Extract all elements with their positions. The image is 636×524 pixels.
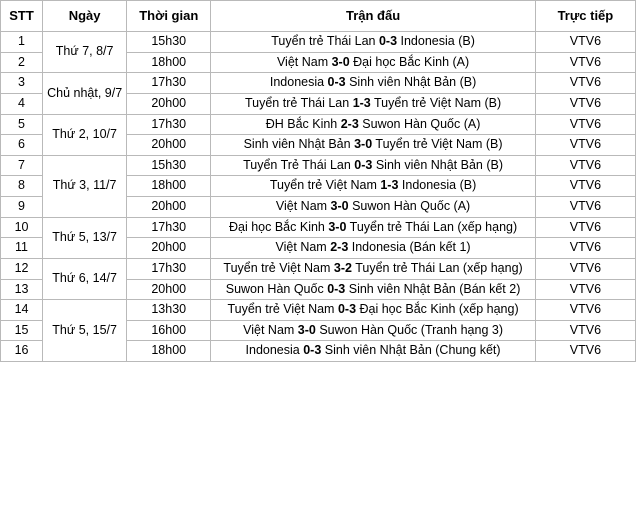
match-team-home: Đại học Bắc Kinh bbox=[228, 219, 329, 234]
cell-match bbox=[211, 73, 536, 94]
table-row bbox=[1, 32, 636, 53]
match-team-home: Tuyển trẻ Thái Lan bbox=[244, 95, 353, 110]
match-team-away: Sinh viên Nhật Bản (B) bbox=[345, 75, 477, 90]
cell-match bbox=[211, 93, 536, 114]
cell-time: 16h00 bbox=[127, 320, 211, 341]
match-team-away: Sinh viên Nhật Bản (B) bbox=[372, 157, 503, 172]
match-team-away: Tuyển trẻ Thái Lan (xếp hạng) bbox=[346, 219, 518, 234]
match-team-home: Indonesia bbox=[269, 75, 328, 90]
column-header-date: Ngày bbox=[43, 1, 127, 32]
cell-match bbox=[211, 52, 536, 73]
match-team-away: Indonesia (B) bbox=[398, 178, 477, 193]
match-team-home: Tuyển trẻ Việt Nam bbox=[223, 260, 334, 275]
cell-stt: 14 bbox=[1, 300, 43, 321]
match-team-home: Tuyển Trẻ Thái Lan bbox=[243, 157, 355, 172]
table-row bbox=[1, 217, 636, 238]
table-row bbox=[1, 155, 636, 176]
cell-broadcast: VTV6 bbox=[535, 320, 635, 341]
cell-date: Thứ 5, 13/7 bbox=[43, 217, 127, 258]
cell-time: 13h30 bbox=[127, 300, 211, 321]
match-score: 3-0 bbox=[328, 219, 347, 234]
table-row bbox=[1, 300, 636, 321]
cell-broadcast: VTV6 bbox=[535, 93, 635, 114]
column-header-time: Thời gian bbox=[127, 1, 211, 32]
cell-date: Thứ 7, 8/7 bbox=[43, 32, 127, 73]
cell-stt: 15 bbox=[1, 320, 43, 341]
column-header-stt: STT bbox=[1, 1, 43, 32]
cell-time: 18h00 bbox=[127, 176, 211, 197]
cell-stt: 2 bbox=[1, 52, 43, 73]
cell-match bbox=[211, 258, 536, 279]
match-team-home: Việt Nam bbox=[276, 54, 332, 69]
match-team-away: Indonesia (B) bbox=[397, 34, 475, 48]
match-team-away: Suwon Hàn Quốc (Tranh hạng 3) bbox=[315, 322, 503, 337]
match-team-home: Tuyển trẻ Việt Nam bbox=[269, 178, 381, 193]
match-score: 2-3 bbox=[330, 240, 349, 255]
match-score: 1-3 bbox=[352, 95, 371, 110]
cell-time: 15h30 bbox=[127, 32, 211, 53]
table-header-row bbox=[1, 1, 636, 32]
match-team-away: Sinh viên Nhật Bản (Chung kết) bbox=[321, 343, 501, 358]
cell-date: Thứ 5, 15/7 bbox=[43, 300, 127, 362]
cell-time: 20h00 bbox=[127, 279, 211, 300]
cell-time: 20h00 bbox=[127, 93, 211, 114]
cell-date: Thứ 3, 11/7 bbox=[43, 155, 127, 217]
cell-time: 17h30 bbox=[127, 258, 211, 279]
cell-time: 20h00 bbox=[127, 135, 211, 156]
cell-broadcast: VTV6 bbox=[535, 258, 635, 279]
cell-broadcast: VTV6 bbox=[535, 135, 635, 156]
cell-stt: 13 bbox=[1, 279, 43, 300]
cell-time: 17h30 bbox=[127, 217, 211, 238]
match-team-away: Đại học Bắc Kinh (A) bbox=[349, 54, 470, 69]
cell-broadcast: VTV6 bbox=[535, 217, 635, 238]
cell-time: 18h00 bbox=[127, 341, 211, 362]
cell-stt: 12 bbox=[1, 258, 43, 279]
cell-time: 17h30 bbox=[127, 73, 211, 94]
match-team-away: Suwon Hàn Quốc (A) bbox=[358, 116, 481, 131]
match-team-home: Sinh viên Nhật Bản bbox=[243, 137, 355, 152]
column-header-broadcast: Trực tiếp bbox=[535, 1, 635, 32]
cell-stt: 8 bbox=[1, 176, 43, 197]
cell-stt: 16 bbox=[1, 341, 43, 362]
cell-stt: 3 bbox=[1, 73, 43, 94]
match-score: 2-3 bbox=[340, 116, 359, 131]
cell-match bbox=[211, 114, 536, 135]
cell-stt: 1 bbox=[1, 32, 43, 53]
match-team-away: Tuyển trẻ Việt Nam (B) bbox=[370, 95, 502, 110]
cell-broadcast: VTV6 bbox=[535, 176, 635, 197]
cell-broadcast: VTV6 bbox=[535, 155, 635, 176]
cell-broadcast: VTV6 bbox=[535, 238, 635, 259]
match-score: 3-0 bbox=[331, 54, 350, 69]
match-score: 0-3 bbox=[378, 34, 398, 48]
cell-broadcast: VTV6 bbox=[535, 114, 635, 135]
match-team-home: Tuyển trẻ Việt Nam bbox=[227, 302, 338, 317]
match-team-home: Suwon Hàn Quốc bbox=[225, 281, 328, 296]
cell-match bbox=[211, 279, 536, 300]
cell-stt: 9 bbox=[1, 197, 43, 218]
cell-stt: 4 bbox=[1, 93, 43, 114]
match-score: 0-3 bbox=[327, 75, 346, 90]
cell-match bbox=[211, 320, 536, 341]
match-score: 1-3 bbox=[380, 178, 399, 193]
match-team-away: Tuyển trẻ Việt Nam (B) bbox=[372, 137, 503, 152]
cell-match bbox=[211, 300, 536, 321]
match-team-home: ĐH Bắc Kinh bbox=[265, 116, 341, 131]
cell-date: Thứ 2, 10/7 bbox=[43, 114, 127, 155]
match-team-away: Indonesia (Bán kết 1) bbox=[348, 240, 471, 255]
match-score: 3-0 bbox=[330, 199, 349, 213]
match-team-away: Sinh viên Nhật Bản (Bán kết 2) bbox=[345, 281, 521, 296]
cell-match bbox=[211, 135, 536, 156]
cell-match bbox=[211, 341, 536, 362]
match-team-away: Tuyển trẻ Thái Lan (xếp hạng) bbox=[351, 260, 523, 275]
cell-stt: 5 bbox=[1, 114, 43, 135]
match-score: 0-3 bbox=[303, 343, 322, 358]
cell-stt: 7 bbox=[1, 155, 43, 176]
match-score: 3-0 bbox=[354, 137, 373, 152]
cell-match bbox=[211, 176, 536, 197]
cell-broadcast: VTV6 bbox=[535, 279, 635, 300]
table-row bbox=[1, 73, 636, 94]
match-team-home: Tuyển trẻ Thái Lan bbox=[271, 34, 379, 48]
cell-broadcast: VTV6 bbox=[535, 32, 635, 53]
cell-match bbox=[211, 217, 536, 238]
table-row bbox=[1, 114, 636, 135]
table-row bbox=[1, 258, 636, 279]
match-team-away: Suwon Hàn Quốc (A) bbox=[348, 199, 471, 213]
cell-broadcast: VTV6 bbox=[535, 197, 635, 218]
cell-stt: 6 bbox=[1, 135, 43, 156]
cell-time: 17h30 bbox=[127, 114, 211, 135]
match-team-home: Việt Nam bbox=[275, 240, 331, 255]
cell-match bbox=[211, 238, 536, 259]
cell-date: Chủ nhật, 9/7 bbox=[43, 73, 127, 114]
cell-stt: 11 bbox=[1, 238, 43, 259]
cell-time: 18h00 bbox=[127, 52, 211, 73]
match-score: 3-0 bbox=[297, 322, 316, 337]
match-team-home: Việt Nam bbox=[275, 199, 331, 213]
match-score: 0-3 bbox=[337, 302, 357, 317]
match-team-home: Việt Nam bbox=[243, 322, 298, 337]
match-score: 0-3 bbox=[354, 157, 373, 172]
column-header-match: Trận đấu bbox=[211, 1, 536, 32]
cell-match bbox=[211, 155, 536, 176]
cell-match bbox=[211, 197, 536, 218]
match-score: 0-3 bbox=[327, 281, 346, 296]
cell-date: Thứ 6, 14/7 bbox=[43, 258, 127, 299]
cell-time: 20h00 bbox=[127, 197, 211, 218]
cell-broadcast: VTV6 bbox=[535, 73, 635, 94]
cell-time: 20h00 bbox=[127, 238, 211, 259]
match-score: 3-2 bbox=[333, 260, 352, 275]
table-body bbox=[1, 32, 636, 362]
cell-match bbox=[211, 32, 536, 53]
cell-stt: 10 bbox=[1, 217, 43, 238]
cell-broadcast: VTV6 bbox=[535, 52, 635, 73]
cell-broadcast: VTV6 bbox=[535, 341, 635, 362]
cell-time: 15h30 bbox=[127, 155, 211, 176]
cell-broadcast: VTV6 bbox=[535, 300, 635, 321]
match-team-home: Indonesia bbox=[245, 343, 304, 358]
match-team-away: Đại học Bắc Kinh (xếp hạng) bbox=[356, 302, 519, 317]
